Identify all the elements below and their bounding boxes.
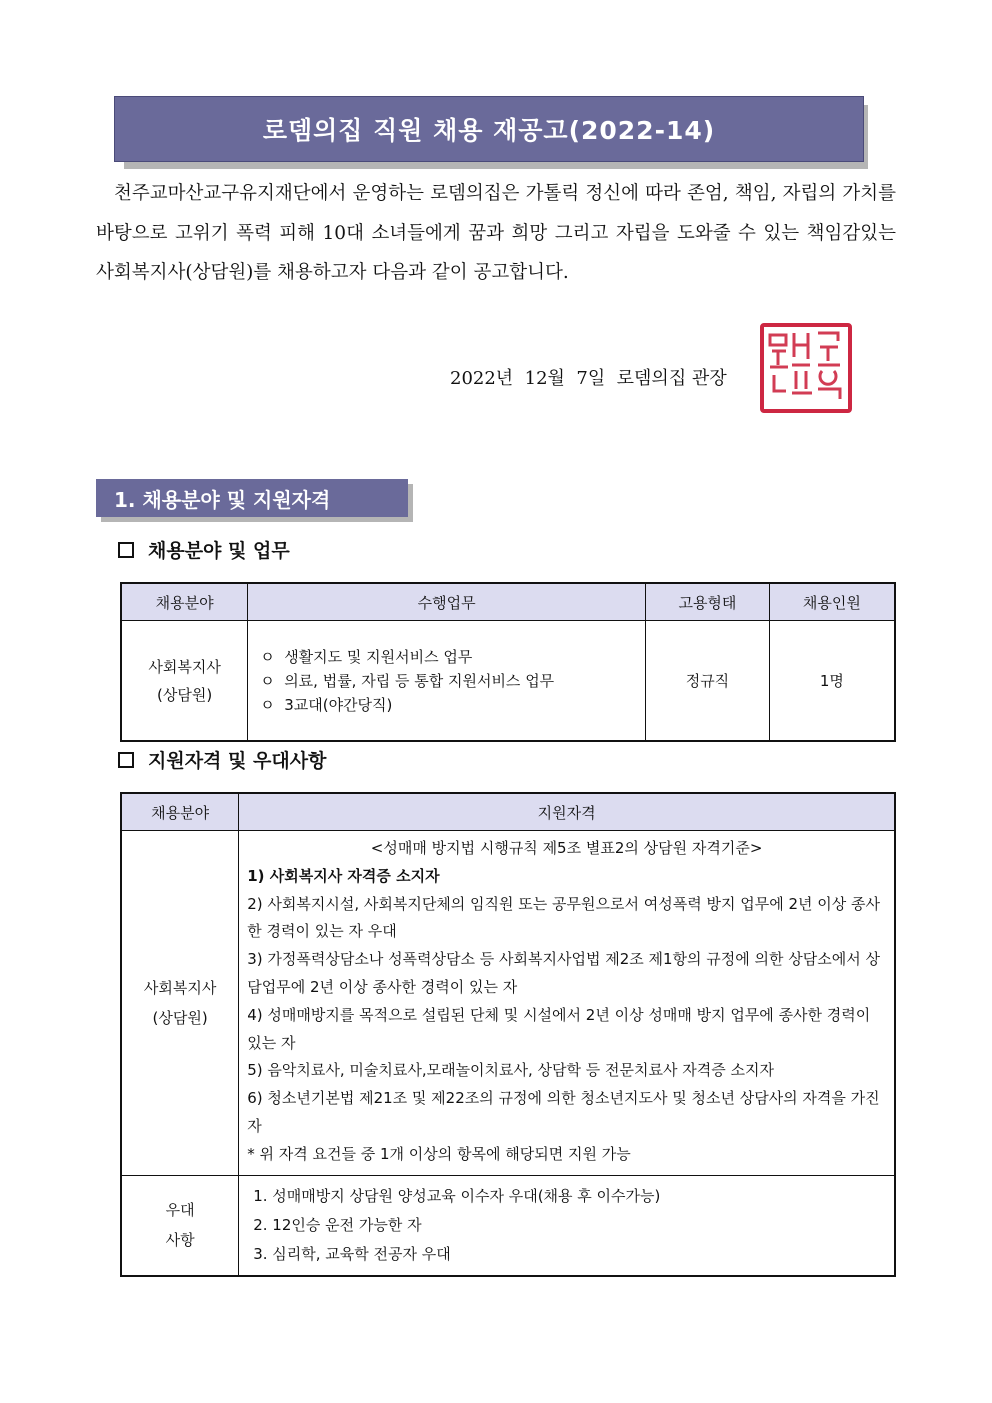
page-title: 로뎀의집 직원 채용 재공고(2022-14)	[262, 116, 716, 145]
checkbox-square-icon	[118, 752, 134, 768]
header-cell: 고용형태	[646, 583, 770, 621]
list-item: 1) 사회복지사 자격증 소지자	[247, 866, 440, 885]
table-row	[121, 831, 895, 1176]
header-cell: 채용인원	[769, 583, 895, 621]
intro-paragraph: 천주교마산교구유지재단에서 운영하는 로뎀의집은 가톨릭 정신에 따라 존엄, 책임, 자립의 가치를 바탕으로 고위기 폭력 피해 10대 소녀들에게 꿈과 희망 그리고 자립을 도와줄 수 있는 책임감있는 사회복지사(상담원)를 채용하고자 다음과 같이 공고합니다.	[96, 183, 896, 283]
field-role: (상담원)	[152, 1008, 208, 1027]
table-row	[121, 621, 895, 742]
qualifications-cell	[239, 831, 895, 1176]
title-banner	[114, 96, 864, 162]
duties-cell	[248, 621, 646, 742]
table-row	[121, 1175, 895, 1276]
subheading-positions	[118, 536, 290, 563]
table-header-row	[121, 793, 895, 831]
list-item: 3. 심리학, 교육학 전공자 우대	[253, 1244, 451, 1263]
list-item: 6) 청소년기본법 제21조 및 제22조의 규정에 의한 청소년지도사 및 청소년 상담사의 자격을 가진 자	[247, 1089, 880, 1135]
employment-type-cell: 정규직	[646, 621, 770, 742]
checkbox-square-icon	[118, 542, 134, 558]
table-header-row	[121, 583, 895, 621]
list-item: 1. 성매매방지 상담원 양성교육 이수자 우대(채용 후 이수가능)	[253, 1186, 661, 1205]
header-cell: 채용분야	[121, 583, 248, 621]
preferences-cell	[239, 1175, 895, 1276]
field-cell	[121, 621, 248, 742]
list-item: 3) 가정폭력상담소나 성폭력상담소 등 사회복지사업법 제2조 제1항의 규정에 의한 상담소에서 상담업무에 2년 이상 종사한 경력이 있는 자	[247, 950, 881, 996]
section-title: 1. 채용분야 및 지원자격	[114, 487, 331, 512]
seal-glyphs-icon	[764, 327, 848, 409]
subheading-qualifications	[118, 746, 326, 773]
subheading-qualifications-label: 지원자격 및 우대사항	[148, 750, 327, 772]
date-signature-line: 2022년 12월 7일 로뎀의집 관장	[450, 368, 727, 389]
list-item: ㅇ 의료, 법률, 자립 등 통합 지원서비스 업무	[260, 669, 644, 693]
list-item: ㅇ 3교대(야간당직)	[260, 693, 644, 717]
headcount-cell: 1명	[769, 621, 895, 742]
list-item: 2) 사회복지시설, 사회복지단체의 임직원 또는 공무원으로서 여성폭력 방지 업무에 2년 이상 종사한 경력이 있는 자 우대	[247, 894, 880, 941]
official-seal-stamp	[760, 323, 852, 413]
list-item: ㅇ 생활지도 및 지원서비스 업무	[260, 645, 644, 669]
list-item: 5) 음악치료사, 미술치료사,모래놀이치료사, 상담학 등 전문치료사 자격증 소지자	[247, 1061, 774, 1080]
field-role: (상담원)	[157, 685, 213, 704]
qualifications-table	[120, 792, 896, 1277]
field-name: 사회복지사	[143, 978, 217, 997]
qualification-standard-title: <성매매 방지법 시행규칙 제5조 별표2의 상담원 자격기준>	[370, 839, 763, 857]
header-cell: 지원자격	[239, 793, 895, 831]
header-cell: 채용분야	[121, 793, 239, 831]
subheading-positions-label: 채용분야 및 업무	[148, 540, 290, 562]
preference-label-line1: 우대	[165, 1201, 195, 1220]
preference-label-cell	[121, 1175, 239, 1276]
preference-label-line2: 사항	[165, 1231, 195, 1250]
section-header	[96, 479, 408, 517]
list-item: 4) 성매매방지를 목적으로 설립된 단체 및 시설에서 2년 이상 성매매 방지 업무에 종사한 경력이 있는 자	[247, 1005, 871, 1052]
positions-table	[120, 582, 896, 742]
qualification-note: * 위 자격 요건들 중 1개 이상의 항목에 해당되면 지원 가능	[247, 1144, 631, 1163]
list-item: 2. 12인승 운전 가능한 자	[253, 1215, 422, 1234]
field-cell	[121, 831, 239, 1176]
header-cell: 수행업무	[248, 583, 646, 621]
field-name: 사회복지사	[148, 657, 221, 676]
